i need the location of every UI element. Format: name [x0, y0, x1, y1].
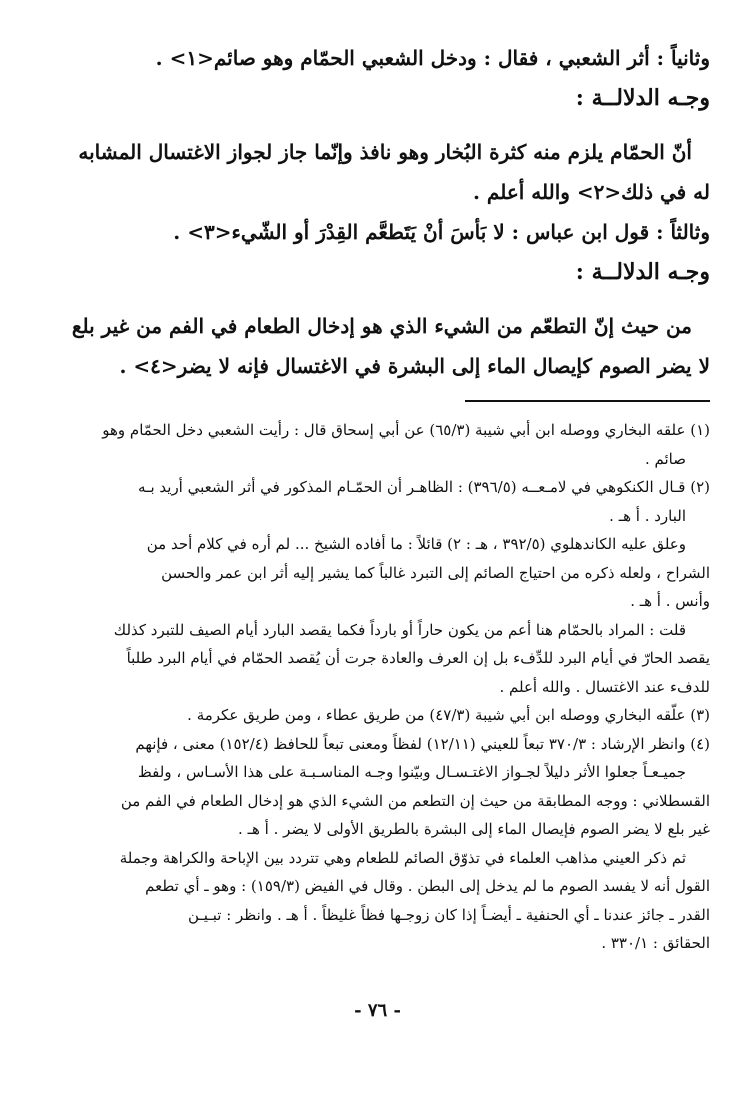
footnote-2-para-3-line-3: للدفء عند الاغتسال . والله أعلم . — [499, 677, 710, 696]
footnote-4-line-2: جميـعـاً جعلوا الأثر دليلاً لجـواز الاغتـسـال وبيّنوا وجـه المناسـبـة على هذا الأسـاس ، ولفظ — [137, 763, 686, 781]
footnote-2-para-3-line-2: يقصد الحارّ في أيام البرد للدِّفء بل إن العرف والعادة جرت أن يُقصد الحمّام في أيام البرد طلباً — [126, 649, 710, 667]
main-text — [45, 38, 710, 386]
footnote-separator — [465, 400, 710, 402]
footnote-4-line-1: (٤) وانظر الإرشاد : ٣٧٠/٣ تبعاً للعيني (١٢/١١) لفظاً ومعنى تبعاً للحافظ (١٥٢/٤) معنى ، فإنهم — [135, 734, 710, 753]
evidence-heading-2: وجـه الدلالــة : — [575, 259, 710, 285]
footnote-4-line-3: القسطلاني : ووجه المطابقة من حيث إن التطعم من الشيء الذي هو إدخال الطعام في الفم من — [120, 791, 710, 810]
paragraph-2-line-2: لا يضر الصوم كإيصال الماء إلى البشرة في الاغتسال فإنه لا يضر<٤> . — [119, 354, 710, 378]
footnote-4-para-2-line-4: الحقائق : ٣٣٠/١ . — [601, 934, 710, 952]
evidence-heading-1: وجـه الدلالــة : — [575, 85, 710, 111]
footnote-2-para-3-line-1: قلت : المراد بالحمّام هنا أعم من يكون حاراً أو بارداً فكما يقصد البارد أيام الصيف للتبرد كذلك — [113, 620, 686, 639]
footnote-4-para-2-line-1: ثم ذكر العيني مذاهب العلماء في تذوّق الصائم للطعام وهي تتردد بين الإباحة والكراهة وجملة — [119, 848, 686, 867]
third-evidence-line: وثالثاً : قول ابن عباس : لا بَأسَ أنْ يَتَطعَّم القِدْرَ أو الشّيء<٣> . — [173, 220, 710, 244]
footnote-3-line-1: (٣) علّقه البخاري ووصله ابن أبي شيبة (٤٧/٣) من طريق عطاء ، ومن طريق عكرمة . — [187, 706, 710, 724]
paragraph-1-line-2: له في ذلك<٢> والله أعلم . — [472, 180, 710, 204]
footnote-4-para-2-line-3: القدر ـ جائز عندنا ـ أي الحنفية ـ أيضـاً إذا كان زوجـها فظاً غليظاً . أ هـ . وانظر : تبـيـن — [187, 905, 710, 924]
paragraph-2-line-1: من حيث إنّ التطعّم من الشيء الذي هو إدخال الطعام في الفم من غير بلع — [71, 314, 692, 338]
footnote-4-para-2-line-2: القول أنه لا يفسد الصوم ما لم يدخل إلى البطن . وقال في الفيض (١٥٩/٣) : وهو ـ أي تطعم — [145, 877, 710, 895]
footnotes — [45, 416, 710, 958]
footnote-2-line-2: البارد . أ هـ . — [609, 506, 686, 525]
footnote-4-line-4: غير بلع لا يضر الصوم فإيصال الماء إلى البشرة بالطريق الأولى لا يضر . أ هـ . — [238, 820, 710, 838]
footnote-2-para-2-line-1: وعلق عليه الكاندهلوي (٣٩٢/٥ ، هـ : ٢) قائلاً : ما أفاده الشيخ ... لم أره في كلام أحد من — [146, 535, 686, 553]
footnote-1-line-1: (١) علقه البخاري ووصله ابن أبي شيبة (٦٥/٣) عن أبي إسحاق قال : رأيت الشعبي دخل الحمّام وهو — [102, 421, 710, 439]
footnote-2-para-2-line-2: الشراح ، ولعله ذكره من احتياج الصائم إلى التبرد غالباً كما يشير إليه أثر ابن عمر والحسن — [161, 563, 710, 582]
footnote-2-para-2-line-3: وأنس . أ هـ . — [630, 592, 710, 610]
page-number: - ٧٦ - — [354, 1000, 401, 1021]
paragraph-1-line-1: أنّ الحمّام يلزم منه كثرة البُخار وهو نافذ وإنّما جاز لجواز الاغتسال المشابه — [78, 140, 692, 164]
footnote-2-line-1: (٢) قـال الكنكوهي في لامـعــه (٣٩٦/٥) : الظاهـر أن الحمّـام المذكور في أثر الشعبي أريد بـه — [138, 478, 710, 496]
second-evidence-line: وثانياً : أثر الشعبي ، فقال : ودخل الشعبي الحمّام وهو صائم<١> . — [155, 46, 710, 70]
footnote-1-line-2: صائم . — [644, 449, 686, 468]
